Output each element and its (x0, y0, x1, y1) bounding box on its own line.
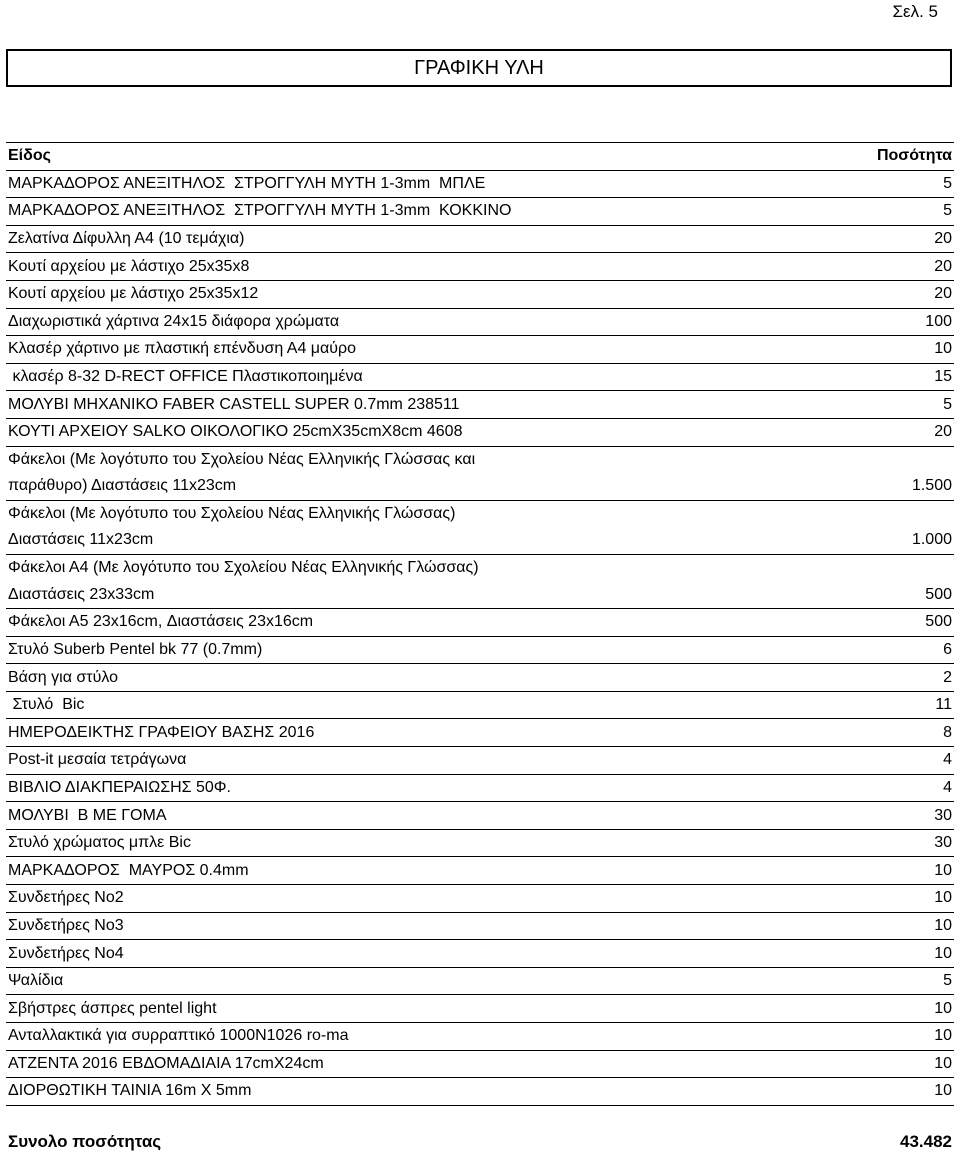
items-table-body (6, 170, 954, 1105)
table-row (6, 280, 954, 308)
item-quantity: 8 (860, 719, 954, 747)
item-description (6, 664, 860, 692)
item-description-line: ΔΙΟΡΘΩΤΙΚΗ ΤΑΙΝΙΑ 16m X 5mm (8, 1082, 252, 1100)
total-label: Συνολο ποσότητας (8, 1132, 162, 1151)
item-description-line: Στυλό Bic (8, 696, 85, 714)
item-description (6, 500, 860, 554)
item-quantity: 5 (860, 967, 954, 995)
item-quantity: 10 (860, 1078, 954, 1106)
item-description (6, 446, 860, 500)
item-description (6, 1050, 860, 1078)
item-description-line: Σβήστρες άσπρες pentel light (8, 999, 217, 1017)
item-description-line: Συνδετήρες Νο3 (8, 916, 124, 934)
item-description (6, 280, 860, 308)
item-description-line: Διαστάσεις 23x33cm (8, 585, 155, 603)
item-quantity: 2 (860, 664, 954, 692)
item-description (6, 940, 860, 968)
table-row (6, 857, 954, 885)
table-header-row (6, 143, 954, 171)
item-description-line: Στυλό Suberb Pentel bk 77 (0.7mm) (8, 640, 263, 658)
item-description (6, 912, 860, 940)
document-title-box (6, 49, 952, 87)
items-table (6, 142, 954, 1106)
table-row (6, 500, 954, 554)
item-description-line: ΜΑΡΚΑΔΟΡΟΣ ΑΝΕΞΙΤΗΛΟΣ ΣΤΡΟΓΓΥΛΗ ΜΥΤΗ 1-3mm ΜΠΛΕ (8, 174, 486, 192)
item-description-line: Ανταλλακτικά για συρραπτικό 1000Ν1026 ro-ma (8, 1027, 349, 1045)
item-description-line: Διαστάσεις 11x23cm (8, 531, 154, 549)
table-row (6, 802, 954, 830)
item-description-line: ΒΙΒΛΙΟ ΔΙΑΚΠΕΡΑΙΩΣΗΣ 50Φ. (8, 778, 231, 796)
item-description (6, 1078, 860, 1106)
table-row (6, 554, 954, 608)
table-row (6, 912, 954, 940)
item-description (6, 253, 860, 281)
item-description (6, 554, 860, 608)
item-quantity: 10 (860, 912, 954, 940)
table-row (6, 664, 954, 692)
item-quantity: 10 (860, 995, 954, 1023)
page-number: Σελ. 5 (892, 2, 938, 21)
item-description (6, 967, 860, 995)
item-quantity: 10 (860, 1050, 954, 1078)
table-row (6, 170, 954, 198)
item-description (6, 636, 860, 664)
item-description (6, 802, 860, 830)
table-row (6, 747, 954, 775)
item-description (6, 857, 860, 885)
item-description-line: Ζελατίνα Δίφυλλη Α4 (10 τεμάχια) (8, 230, 245, 248)
item-quantity: 100 (860, 308, 954, 336)
item-quantity: 10 (860, 940, 954, 968)
item-description (6, 170, 860, 198)
item-description-line: ΗΜΕΡΟΔΕΙΚΤΗΣ ΓΡΑΦΕΙΟΥ ΒΑΣΗΣ 2016 (8, 723, 315, 741)
item-quantity: 5 (860, 198, 954, 226)
table-row (6, 885, 954, 913)
header-quantity: Ποσότητα (860, 143, 954, 171)
table-row (6, 829, 954, 857)
item-description (6, 363, 860, 391)
table-row (6, 308, 954, 336)
item-description-line: ΜΑΡΚΑΔΟΡΟΣ ΜΑΥΡΟΣ 0.4mm (8, 861, 249, 879)
table-row (6, 446, 954, 500)
table-row (6, 967, 954, 995)
total-value: 43.482 (900, 1132, 952, 1151)
item-quantity: 4 (860, 747, 954, 775)
item-description-line: Φάκελοι Α5 23x16cm, Διαστάσεις 23x16cm (8, 613, 314, 631)
table-row (6, 995, 954, 1023)
item-description-line: παράθυρο) Διαστάσεις 11x23cm (8, 477, 237, 495)
item-description-line: Φάκελοι (Με λογότυπο του Σχολείου Νέας Ελληνικής Γλώσσας και (8, 450, 476, 468)
item-description (6, 198, 860, 226)
item-description-line: Φάκελοι Α4 (Με λογότυπο του Σχολείου Νέας Ελληνικής Γλώσσας) (8, 558, 479, 576)
item-description-line: Βάση για στύλο (8, 668, 118, 686)
item-description-line: ΚΟΥΤΙ ΑΡΧΕΙΟΥ SALKO ΟΙΚΟΛΟΓΙΚΟ 25cmX35cmX8cm 4608 (8, 423, 463, 441)
item-quantity: 500 (860, 609, 954, 637)
item-description (6, 719, 860, 747)
item-description (6, 691, 860, 719)
table-row (6, 609, 954, 637)
table-row (6, 418, 954, 446)
item-description-line: Συνδετήρες Νο4 (8, 944, 124, 962)
table-row (6, 391, 954, 419)
item-description-line: Φάκελοι (Με λογότυπο του Σχολείου Νέας Ελληνικής Γλώσσας) (8, 504, 456, 522)
item-description-line: ΜΟΛΥΒΙ ΜΗΧΑΝΙΚΟ FABER CASTELL SUPER 0.7mm 238511 (8, 395, 460, 413)
item-quantity: 500 (860, 554, 954, 608)
item-description-line: Διαχωριστικά χάρτινα 24x15 διάφορα χρώματα (8, 312, 340, 330)
item-description (6, 308, 860, 336)
item-description-line: Κλασέρ χάρτινο με πλαστική επένδυση Α4 μαύρο (8, 340, 357, 358)
item-quantity: 30 (860, 802, 954, 830)
item-quantity: 5 (860, 391, 954, 419)
item-description (6, 225, 860, 253)
item-description (6, 774, 860, 802)
item-description (6, 747, 860, 775)
item-description-line: Στυλό χρώματος μπλε Bic (8, 834, 191, 852)
item-quantity: 6 (860, 636, 954, 664)
table-row (6, 225, 954, 253)
total-row (8, 1132, 952, 1152)
item-description-line: ΑΤΖΕΝΤΑ 2016 ΕΒΔΟΜΑΔΙΑΙΑ 17cmX24cm (8, 1054, 324, 1072)
item-quantity: 10 (860, 336, 954, 364)
table-row (6, 719, 954, 747)
item-quantity: 20 (860, 418, 954, 446)
item-quantity: 1.500 (860, 446, 954, 500)
table-row (6, 253, 954, 281)
table-row (6, 336, 954, 364)
item-description-line: Κουτί αρχείου με λάστιχο 25x35x8 (8, 257, 250, 275)
item-quantity: 15 (860, 363, 954, 391)
item-description (6, 1023, 860, 1051)
table-row (6, 940, 954, 968)
document-title: ΓΡΑΦΙΚΗ ΥΛΗ (414, 56, 544, 79)
table-row (6, 198, 954, 226)
item-quantity: 11 (860, 691, 954, 719)
item-quantity: 30 (860, 829, 954, 857)
item-description (6, 418, 860, 446)
table-row (6, 774, 954, 802)
item-quantity: 10 (860, 857, 954, 885)
item-quantity: 10 (860, 885, 954, 913)
item-description (6, 829, 860, 857)
item-description-line: ΜΑΡΚΑΔΟΡΟΣ ΑΝΕΞΙΤΗΛΟΣ ΣΤΡΟΓΓΥΛΗ ΜΥΤΗ 1-3mm ΚΟΚΚΙΝΟ (8, 202, 512, 220)
item-quantity: 10 (860, 1023, 954, 1051)
table-row (6, 636, 954, 664)
item-description (6, 391, 860, 419)
item-description (6, 885, 860, 913)
item-quantity: 20 (860, 253, 954, 281)
item-description-line: κλασέρ 8-32 D-RECT OFFICE Πλαστικοποιημένα (8, 368, 363, 386)
item-description-line: Ψαλίδια (8, 972, 64, 990)
header-item: Είδος (6, 143, 860, 171)
item-description-line: Κουτί αρχείου με λάστιχο 25x35x12 (8, 285, 259, 303)
item-description (6, 609, 860, 637)
item-quantity: 1.000 (860, 500, 954, 554)
item-description-line: Συνδετήρες Νο2 (8, 889, 124, 907)
item-description-line: Post-it μεσαία τετράγωνα (8, 751, 187, 769)
item-description (6, 336, 860, 364)
table-row (6, 691, 954, 719)
item-quantity: 5 (860, 170, 954, 198)
item-description-line: ΜΟΛΥΒΙ Β ΜΕ ΓΟΜΑ (8, 806, 167, 824)
table-row (6, 1050, 954, 1078)
table-row (6, 1078, 954, 1106)
item-quantity: 20 (860, 225, 954, 253)
table-row (6, 1023, 954, 1051)
item-description (6, 995, 860, 1023)
item-quantity: 20 (860, 280, 954, 308)
table-row (6, 363, 954, 391)
item-quantity: 4 (860, 774, 954, 802)
